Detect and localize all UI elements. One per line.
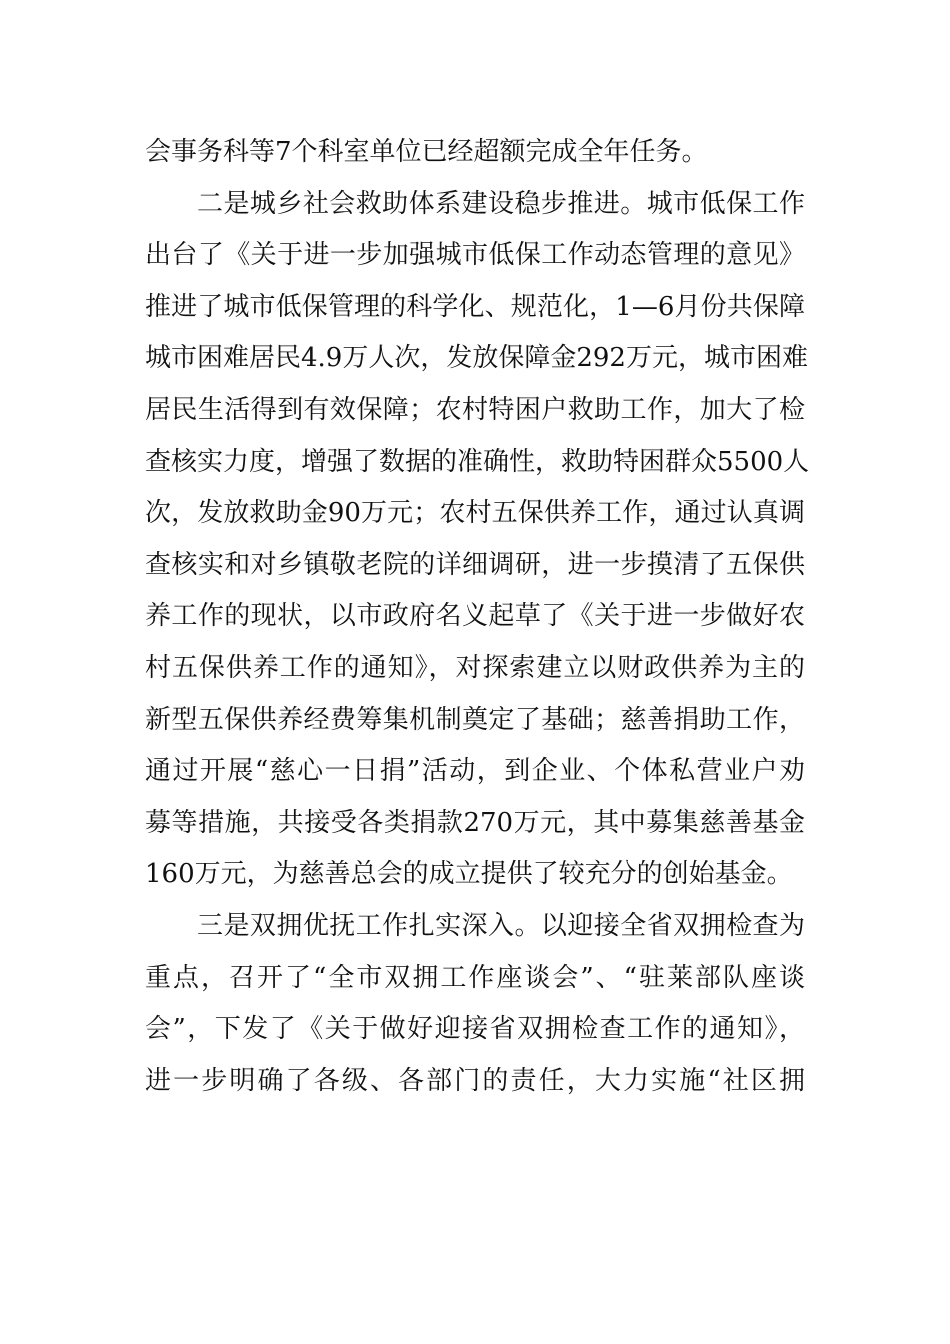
text-line: 村五保供养工作的通知》，对探索建立以财政供养为主的 (145, 652, 805, 683)
text-line: 养工作的现状，以市政府名义起草了《关于进一步做好农 (145, 601, 805, 632)
text-line: 重点，召开了“全市双拥工作座谈会”、“驻莱部队座谈 (145, 962, 805, 993)
text-line: 通过开展“慈心一日捐”活动，到企业、个体私营业户劝 (145, 756, 805, 787)
text-line: 进一步明确了各级、各部门的责任，大力实施“社区拥 (145, 1065, 805, 1096)
text-line: 160万元，为慈善总会的成立提供了较充分的创始基金。 (145, 859, 793, 890)
body-text (145, 127, 810, 1107)
text-line: 会”，下发了《关于做好迎接省双拥检查工作的通知》， (145, 1014, 805, 1045)
text-line: 新型五保供养经费筹集机制奠定了基础；慈善捐助工作， (145, 704, 805, 735)
text-line: 查核实和对乡镇敬老院的详细调研，进一步摸清了五保供 (145, 549, 805, 580)
text-line: 查核实力度，增强了数据的准确性，救助特困群众5500人 (145, 446, 810, 477)
text-line: 居民生活得到有效保障；农村特困户救助工作，加大了检 (145, 394, 805, 425)
text-line: 三是双拥优抚工作扎实深入。以迎接全省双拥检查为 (197, 910, 805, 941)
text-line: 出台了《关于进一步加强城市低保工作动态管理的意见》 (145, 240, 805, 271)
text-line: 会事务科等7个科室单位已经超额完成全年任务。 (145, 137, 708, 167)
text-line: 募等措施，共接受各类捐款270万元，其中募集慈善基金 (145, 807, 805, 838)
text-line: 二是城乡社会救助体系建设稳步推进。城市低保工作 (197, 188, 805, 219)
text-line: 推进了城市低保管理的科学化、规范化，1—6月份共保障 (145, 291, 805, 322)
text-line: 次，发放救助金90万元；农村五保供养工作，通过认真调 (145, 498, 805, 529)
text-line: 城市困难居民4.9万人次，发放保障金292万元，城市困难 (145, 343, 808, 374)
